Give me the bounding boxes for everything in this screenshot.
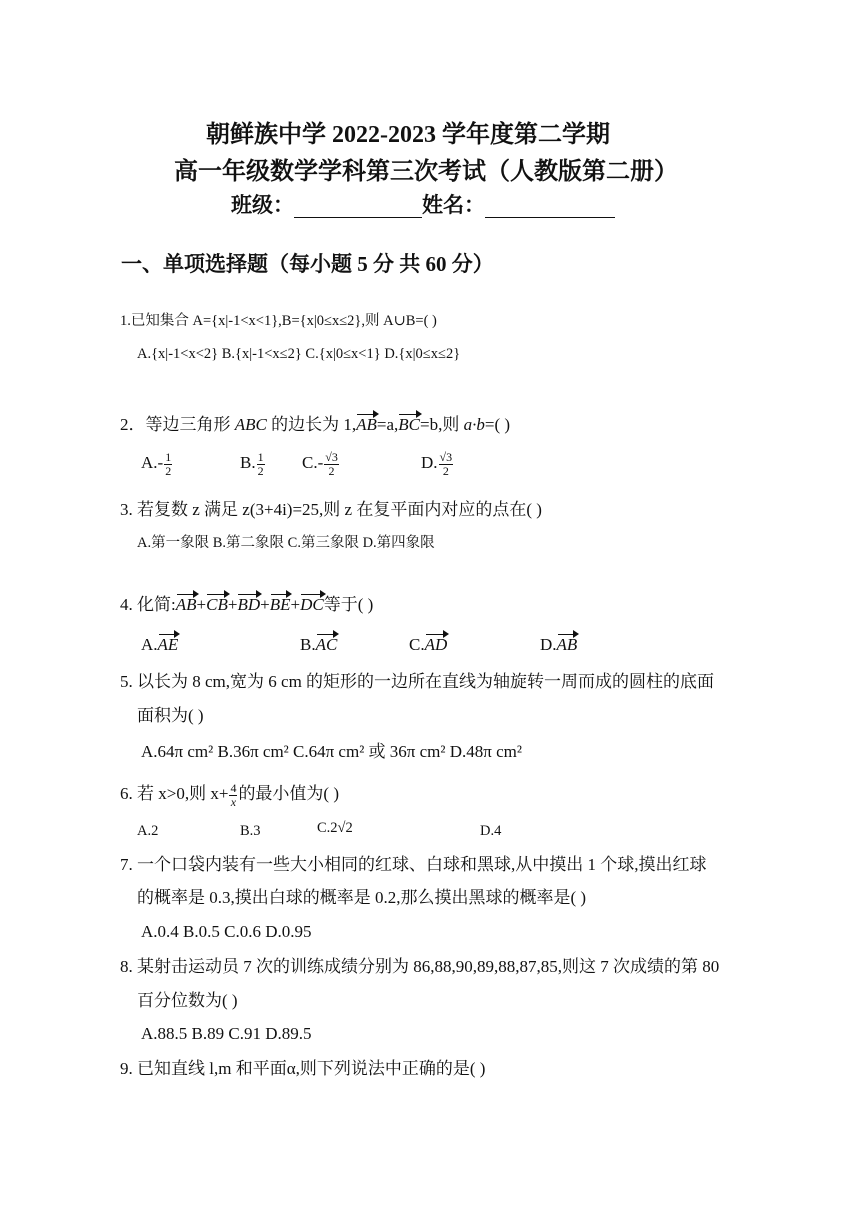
question-6-option-c: C.2√2 [317,820,353,836]
question-4-option-a: A.AE [141,635,179,654]
question-2-option-d: D. $\frac{√3}{2}$ [421,450,453,478]
vector-be: BE [269,595,291,614]
question-9-stem: 9. 已知直线 l,m 和平面α,则下列说法中正确的是( ) [120,1059,486,1078]
question-2-option-a: A.- $\frac{1}{2}$ [141,450,172,478]
question-7-stem-line2: 的概率是 0.3,摸出白球的概率是 0.2,那么摸出黑球的概率是( ) [137,888,587,907]
vector-ab: AB [356,415,377,434]
question-4-option-c: C.AD [409,635,448,654]
question-4-stem: 4. 化简:AB+CB+BD+BE+DC等于( ) [120,595,374,614]
question-6-option-d: D.4 [480,823,502,839]
question-3-stem: 3. 若复数 z 满足 z(3+4i)=25,则 z 在复平面内对应的点在( ) [120,500,542,519]
question-1-options: A.{x|-1<x<2} B.{x|-1<x≤2} C.{x|0≤x<1} D.{x|0≤x≤2} [137,346,461,362]
question-8-options: A.88.5 B.89 C.91 D.89.5 [141,1024,312,1043]
name-label: 姓名： [422,193,485,217]
question-7-stem-line1: 7. 一个口袋内装有一些大小相同的红球、白球和黑球,从中摸出 1 个球,摸出红球 [120,855,707,874]
question-3-options: A.第一象限 B.第二象限 C.第三象限 D.第四象限 [137,535,435,551]
question-2-option-c: C.- $\frac{√3}{2}$ [302,450,338,478]
question-2-option-b: B. $\frac{1}{2}$ [240,450,264,478]
vector-dc: DC [300,595,324,614]
question-1-stem: 1.已知集合 A={x|-1<x<1},B={x|0≤x≤2},则 A∪B=( ) [120,313,437,329]
question-5-options: A.64π cm² B.36π cm² C.64π cm² 或 36π cm² D.48π cm² [141,742,522,761]
exam-title-line1: 朝鲜族中学 2022-2023 学年度第二学期 [206,122,610,148]
question-2-stem: 2．等边三角形 ABC 的边长为 1,AB=a,BC=b,则 a·b=( ) [120,415,511,434]
class-blank[interactable] [294,195,422,218]
question-6-option-a: A.2 [137,823,159,839]
question-4-option-b: B.AC [300,635,338,654]
question-4-option-d: D.AB [540,635,578,654]
question-6-stem: 6. 若 x>0,则 x+ $\frac{4}{x}$ 的最小值为( ) [120,781,340,809]
name-blank[interactable] [485,195,615,218]
vector-ab: AB [175,595,197,614]
question-8-stem-line1: 8. 某射击运动员 7 次的训练成绩分别为 86,88,90,89,88,87,85,则这 7 次成绩的第 80 [120,957,720,976]
class-label: 班级： [231,193,294,217]
question-5-stem-line1: 5. 以长为 8 cm,宽为 6 cm 的矩形的一边所在直线为轴旋转一周而成的圆柱的底面 [120,672,715,691]
student-info-row [231,193,615,218]
vector-bc: BC [398,415,421,434]
question-6-option-b: B.3 [240,823,261,839]
question-7-options: A.0.4 B.0.5 C.0.6 D.0.95 [141,922,312,941]
vector-cb: CB [206,595,228,614]
question-8-stem-line2: 百分位数为( ) [137,991,238,1010]
question-5-stem-line2: 面积为( ) [137,706,204,725]
section-heading: 一、单项选择题（每小题 5 分 共 60 分） [121,252,494,276]
exam-title-line2: 高一年级数学学科第三次考试（人教版第二册） [174,159,678,185]
vector-bd: BD [237,595,261,614]
